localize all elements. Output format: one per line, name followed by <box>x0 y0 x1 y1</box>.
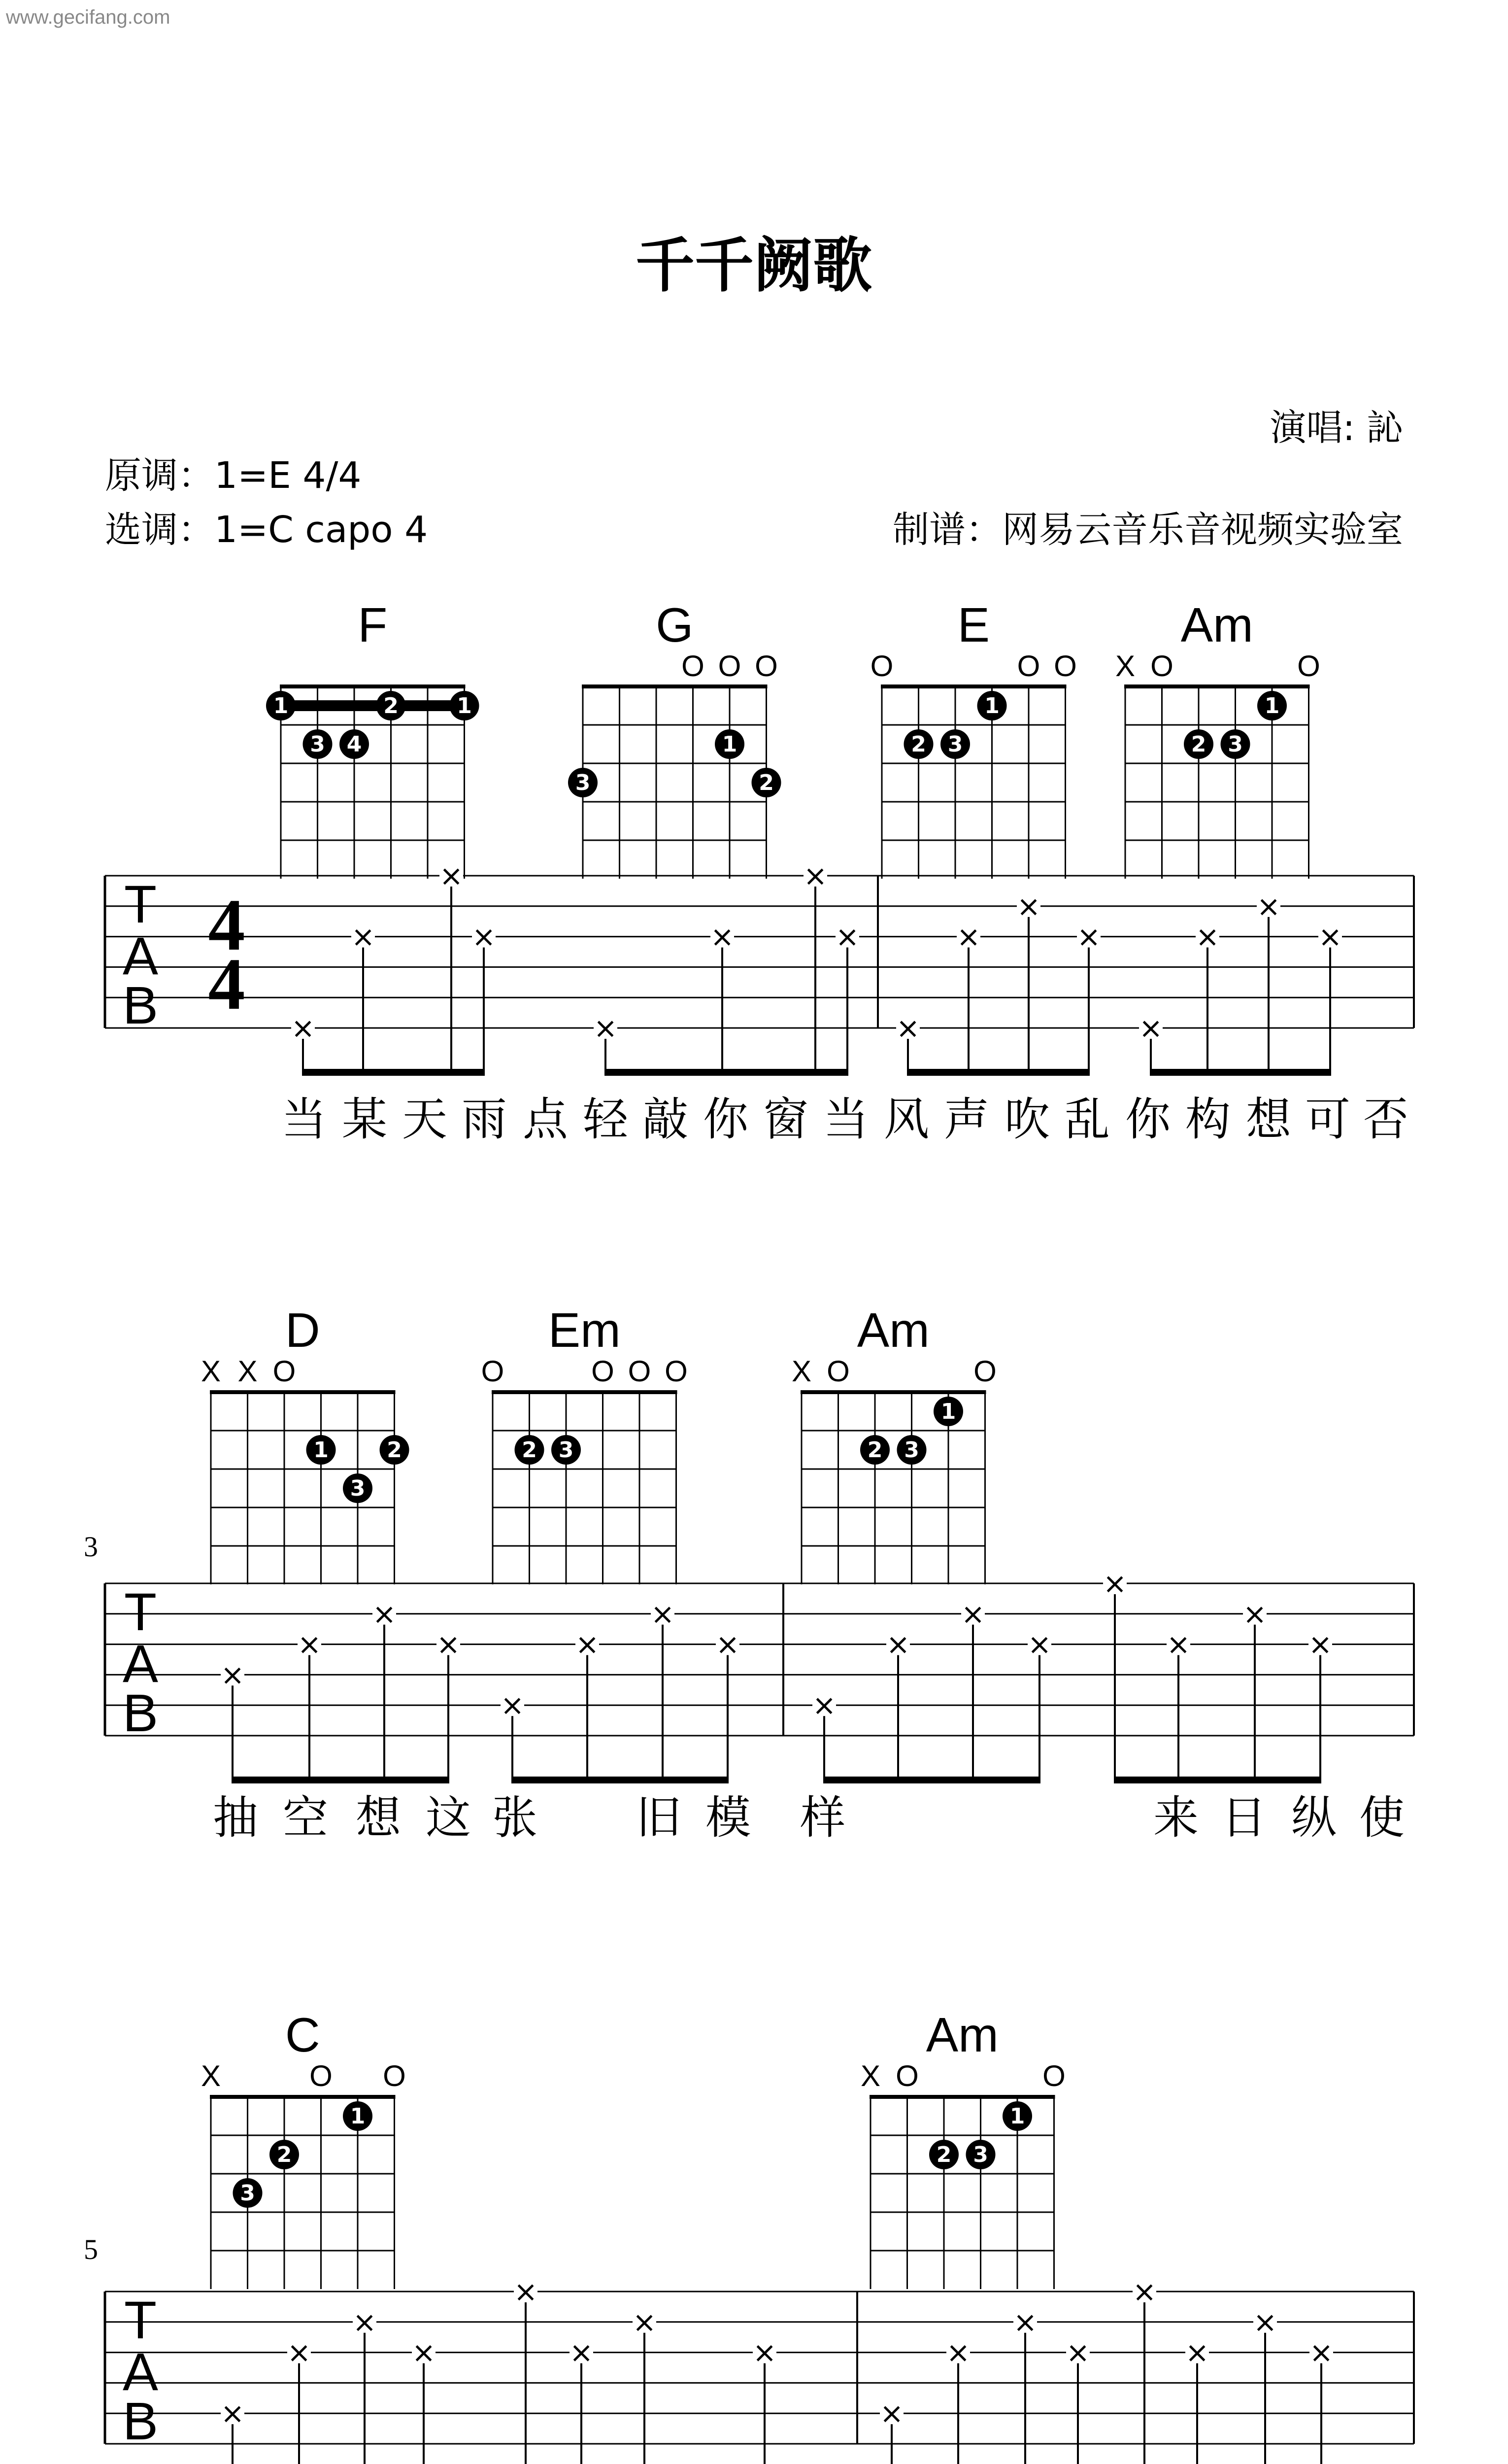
tab-note: × <box>575 1627 600 1661</box>
lyric-char: 你 <box>1125 1093 1171 1146</box>
tab-note: × <box>1013 2305 1038 2339</box>
lyric-char: 样 <box>800 1791 846 1844</box>
beam <box>1150 1069 1331 1076</box>
lyric-char: 吹 <box>1004 1093 1050 1146</box>
tab-note: × <box>1253 2305 1277 2339</box>
chord-diagram <box>1115 598 1320 879</box>
chord-diagram <box>871 598 1077 879</box>
muted-string-mark: X <box>201 2059 221 2092</box>
selected-key-label: 选调：1=C capo 4 <box>105 509 428 551</box>
tab-note: × <box>1076 920 1101 954</box>
open-string-mark: O <box>681 650 704 683</box>
lyric-char: 旧 <box>636 1791 682 1844</box>
chord-diagram <box>568 598 781 879</box>
lyric-char: 空 <box>282 1791 329 1844</box>
open-string-mark: O <box>755 650 778 683</box>
tab-note: × <box>372 1597 397 1631</box>
song-title: 千千阙歌 <box>636 232 872 300</box>
tab-note: × <box>1103 1567 1127 1600</box>
chord-diagram <box>266 598 479 879</box>
finger-number: 2 <box>387 1437 402 1463</box>
beam <box>232 1777 449 1783</box>
lyric-char: 纵 <box>1291 1791 1337 1844</box>
finger-number: 2 <box>1191 732 1206 757</box>
finger-number: 1 <box>350 2104 366 2129</box>
time-signature-top: 4 <box>208 884 245 966</box>
finger-number: 1 <box>1264 693 1280 719</box>
tab-clef-letter: B <box>122 975 159 1035</box>
open-string-mark: O <box>1054 650 1077 683</box>
finger-number: 1 <box>940 1399 956 1424</box>
tab-staff <box>105 859 1414 1076</box>
tab-clef-letter: A <box>122 926 159 986</box>
chord-name: F <box>358 598 388 652</box>
lyric-char: 当 <box>823 1093 869 1146</box>
tab-note: × <box>500 1688 525 1722</box>
tab-staff <box>105 2275 1414 2464</box>
open-string-mark: O <box>1297 650 1320 683</box>
finger-number: 3 <box>240 2181 255 2206</box>
tab-note: × <box>715 1627 740 1661</box>
open-string-mark: O <box>665 1355 688 1388</box>
lyric-char: 某 <box>341 1093 388 1146</box>
watermark: www.gecifang.com <box>6 6 170 28</box>
finger-number: 1 <box>984 693 1000 719</box>
finger-number: 2 <box>276 2142 292 2167</box>
beam <box>823 1777 1040 1783</box>
open-string-mark: O <box>309 2059 333 2092</box>
lyric-char: 想 <box>355 1791 402 1844</box>
chord-name: D <box>285 1303 320 1357</box>
open-string-mark: O <box>591 1355 614 1388</box>
lyric-char: 点 <box>522 1093 569 1146</box>
tab-note: × <box>886 1627 910 1661</box>
tab-note: × <box>1185 2335 1209 2369</box>
tab-note: × <box>946 2335 971 2369</box>
beam <box>604 1069 848 1076</box>
tab-note: × <box>569 2335 594 2369</box>
tab-clef-letter: T <box>124 1582 157 1642</box>
tab-note: × <box>835 920 860 954</box>
original-key-label: 原调：1=E 4/4 <box>105 454 362 497</box>
muted-string-mark: X <box>860 2059 881 2092</box>
lyric-char: 雨 <box>461 1093 507 1146</box>
tab-clef-letter: B <box>122 2391 159 2451</box>
open-string-mark: O <box>481 1355 504 1388</box>
tab-note: × <box>1308 1627 1333 1661</box>
transcriber-label: 制谱：网易云音乐音视频实验室 <box>893 509 1403 551</box>
chord-name: Am <box>857 1303 930 1357</box>
open-string-mark: O <box>827 1355 850 1388</box>
lyric-char: 张 <box>492 1791 538 1844</box>
tab-note: × <box>471 920 496 954</box>
chord-diagram <box>201 1303 409 1584</box>
tab-note: × <box>1242 1597 1267 1631</box>
muted-string-mark: X <box>791 1355 812 1388</box>
tab-note: × <box>297 1627 322 1661</box>
muted-string-mark: X <box>1115 650 1136 683</box>
finger-number: 3 <box>1228 732 1243 757</box>
chord-diagram <box>861 2008 1066 2289</box>
open-string-mark: O <box>1150 650 1173 683</box>
tab-note: × <box>1195 920 1220 954</box>
chord-name: Em <box>548 1303 621 1357</box>
tab-note: × <box>513 2275 538 2308</box>
measure-number: 5 <box>84 2233 98 2265</box>
lyric-char: 当 <box>281 1093 327 1146</box>
lyric-char: 轻 <box>582 1093 629 1146</box>
tab-note: × <box>961 1597 985 1631</box>
finger-number: 3 <box>350 1476 366 1501</box>
open-string-mark: O <box>272 1355 296 1388</box>
lyric-char: 想 <box>1245 1093 1292 1146</box>
tab-clef-letter: B <box>122 1683 159 1743</box>
finger-number: 1 <box>273 693 289 719</box>
lyric-char: 敲 <box>642 1093 689 1146</box>
finger-number: 3 <box>973 2142 988 2167</box>
finger-number: 2 <box>911 732 926 757</box>
open-string-mark: O <box>383 2059 406 2092</box>
chord-name: G <box>656 598 694 652</box>
lyric-char: 天 <box>402 1093 448 1146</box>
tab-note: × <box>650 1597 675 1631</box>
open-string-mark: O <box>870 650 894 683</box>
chord-diagram <box>792 1303 997 1584</box>
lyric-char: 风 <box>883 1093 930 1146</box>
lyric-char: 模 <box>705 1791 751 1844</box>
tab-note: × <box>287 2335 311 2369</box>
finger-number: 3 <box>558 1437 574 1463</box>
tab-note: × <box>1066 2335 1090 2369</box>
tab-note: × <box>1318 920 1342 954</box>
tab-staff <box>105 1567 1414 1783</box>
lyric-char: 声 <box>943 1093 990 1146</box>
muted-string-mark: X <box>237 1355 258 1388</box>
singer-label: 演唱: 訫 <box>1270 407 1403 449</box>
tab-note: × <box>291 1011 315 1045</box>
finger-number: 1 <box>1009 2104 1025 2129</box>
finger-number: 4 <box>346 732 362 757</box>
tab-note: × <box>710 920 735 954</box>
beam <box>907 1069 1090 1076</box>
tab-note: × <box>436 1627 461 1661</box>
tab-note: × <box>1309 2335 1334 2369</box>
finger-number: 3 <box>904 1437 919 1463</box>
finger-number: 2 <box>383 693 399 719</box>
tab-note: × <box>220 1658 245 1692</box>
finger-number: 2 <box>936 2142 952 2167</box>
beam <box>1114 1777 1321 1783</box>
beam <box>302 1069 485 1076</box>
lyric-char: 这 <box>425 1791 471 1844</box>
chord-name: C <box>285 2008 320 2062</box>
chord-name: E <box>957 598 990 652</box>
tab-note: × <box>812 1688 837 1722</box>
tab-note: × <box>1016 889 1041 923</box>
tab-note: × <box>879 2396 904 2430</box>
open-string-mark: O <box>896 2059 919 2092</box>
chord-diagram <box>481 1303 688 1584</box>
tab-note: × <box>439 859 464 892</box>
open-string-mark: O <box>973 1355 997 1388</box>
finger-number: 2 <box>759 770 774 795</box>
lyric-char: 抽 <box>212 1791 259 1844</box>
tab-note: × <box>351 920 375 954</box>
tab-note: × <box>352 2305 377 2339</box>
finger-number: 3 <box>947 732 963 757</box>
finger-number: 1 <box>313 1437 329 1463</box>
time-signature-bottom: 4 <box>208 943 245 1025</box>
beam <box>511 1777 729 1783</box>
tab-clef-letter: T <box>124 2290 157 2350</box>
tab-clef-letter: T <box>124 874 157 934</box>
tab-note: × <box>1166 1627 1191 1661</box>
tab-note: × <box>752 2335 777 2369</box>
tab-note: × <box>220 2396 245 2430</box>
measure-number: 3 <box>84 1531 98 1563</box>
tab-note: × <box>956 920 981 954</box>
chord-name: Am <box>1180 598 1253 652</box>
tab-note: × <box>803 859 828 892</box>
lyric-char: 你 <box>703 1093 749 1146</box>
tab-note: × <box>1027 1627 1052 1661</box>
tab-note: × <box>896 1011 920 1045</box>
finger-number: 3 <box>575 770 591 795</box>
lyric-char: 构 <box>1185 1093 1231 1146</box>
tab-note: × <box>1132 2275 1157 2308</box>
tab-clef-letter: A <box>122 1634 159 1693</box>
open-string-mark: O <box>718 650 741 683</box>
muted-string-mark: X <box>201 1355 221 1388</box>
open-string-mark: O <box>1042 2059 1066 2092</box>
open-string-mark: O <box>628 1355 651 1388</box>
lyric-char: 否 <box>1363 1093 1409 1146</box>
lyric-char: 日 <box>1221 1791 1267 1844</box>
tab-clef-letter: A <box>122 2342 159 2401</box>
finger-number: 1 <box>457 693 472 719</box>
tab-note: × <box>593 1011 618 1045</box>
finger-number: 2 <box>867 1437 883 1463</box>
chord-diagrams <box>201 598 1320 2289</box>
tab-note: × <box>632 2305 657 2339</box>
chord-name: Am <box>926 2008 999 2062</box>
finger-number: 2 <box>522 1437 537 1463</box>
chord-diagram <box>201 2008 406 2289</box>
lyric-char: 窗 <box>763 1093 809 1146</box>
tab-note: × <box>1139 1011 1163 1045</box>
finger-number: 3 <box>310 732 325 757</box>
tab-note: × <box>1256 889 1281 923</box>
lyric-char: 使 <box>1359 1791 1405 1844</box>
lyric-char: 可 <box>1305 1093 1351 1146</box>
lyric-char: 来 <box>1153 1791 1199 1844</box>
open-string-mark: O <box>1017 650 1040 683</box>
tab-note: × <box>411 2335 436 2369</box>
lyric-char: 乱 <box>1064 1093 1110 1146</box>
finger-number: 1 <box>722 732 737 757</box>
